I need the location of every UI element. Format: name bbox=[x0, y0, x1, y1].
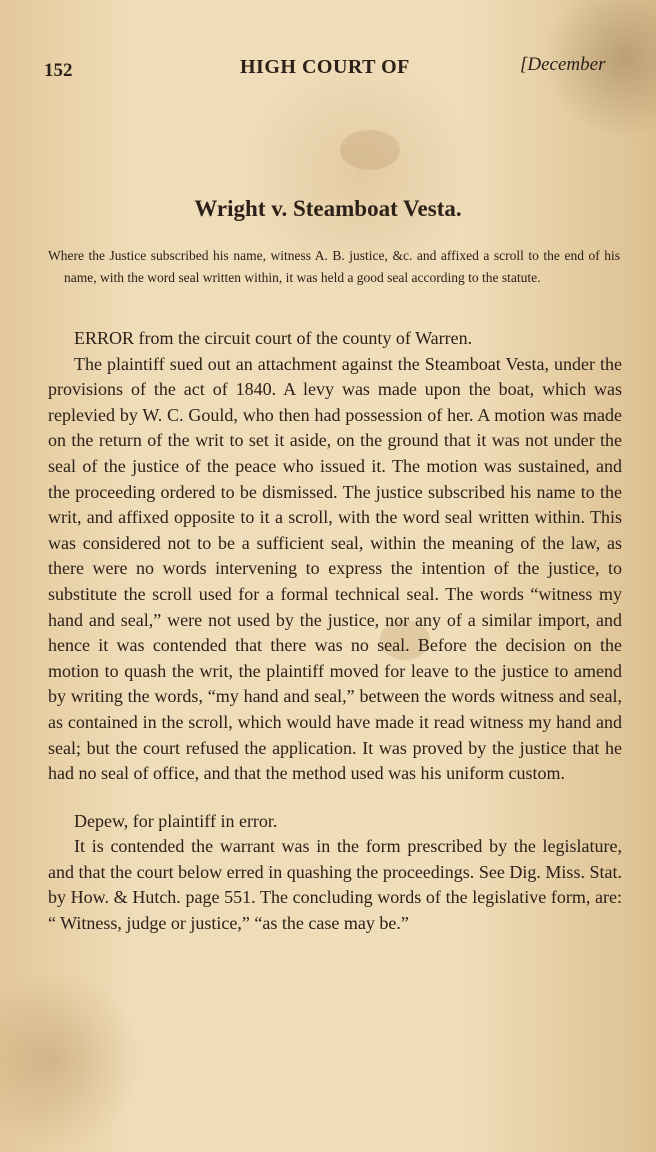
case-title: Wright v. Steamboat Vesta. bbox=[194, 196, 462, 221]
opinion-body bbox=[48, 326, 622, 937]
paragraph-counsel: Depew, for plaintiff in error. bbox=[74, 810, 278, 831]
headnote bbox=[48, 245, 620, 289]
running-head: HIGH COURT OF bbox=[240, 56, 410, 78]
paragraph-facts: The plaintiff sued out an attachment against the Steamboat Vesta, under the provisions of the act of 1840. A levy was made upon the boat, which was replevied by W. C. Gould, who then had possession of her. A motion was made on the return of the writ to set it aside, on the ground that it was not under the seal of the justice of the peace who issued it. The motion was sustained, and the proceeding ordered to be dismissed. The justice subscribed his name to the writ, and affixed opposite to it a scroll, with the word seal written within. This was considered not to be a sufficient seal, within the meaning of the law, as there were no words intervening to express the intention of the justice, to substitute the scroll used for a formal technical seal. The words “witness my hand and seal,” were not used by the justice, nor any of a similar import, and hence it was contended that there was no seal. Before the decision on the motion to quash the writ, the plaintiff moved for leave to the justice to amend by writing the words, “my hand and seal,” between the words witness and seal, as contained in the scroll, which would have made it read witness my hand and seal; but the court refused the application. It was proved by the justice that he had no seal of office, and that the method used was his uniform custom. bbox=[48, 353, 622, 784]
paper-stain bbox=[340, 130, 400, 170]
paragraph-intro: ERROR from the circuit court of the county of Warren. bbox=[74, 328, 473, 348]
headnote-text: Where the Justice subscribed his name, witness A. B. justice, &c. and affixed a scroll to the end of his name, with the word seal written within, it was held a good seal according to the statute. bbox=[48, 248, 620, 285]
page-number: 152 bbox=[44, 60, 73, 81]
paragraph-argument: It is contended the warrant was in the form prescribed by the legislature, and that the court below erred in quashing the proceedings. See Dig. Miss. Stat. by How. & Hutch. page 551. The concluding words of the legislative form, are: “ Witness, judge or justice,” “as the case may be.” bbox=[48, 836, 622, 934]
running-head-date: [December bbox=[520, 54, 606, 75]
